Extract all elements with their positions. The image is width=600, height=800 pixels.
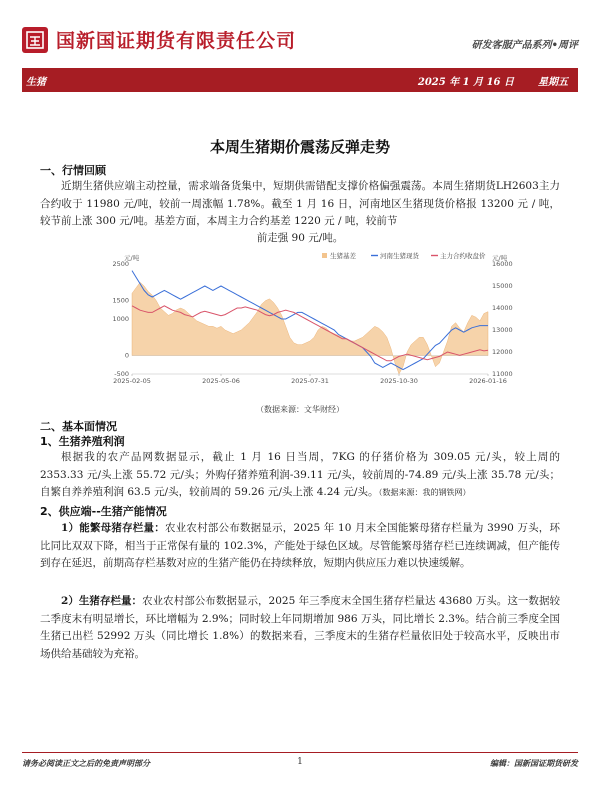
basis-price-chart <box>104 248 524 390</box>
x-tick-label: 2025-10-30 <box>380 377 418 385</box>
left-tick-label: 1500 <box>112 296 129 305</box>
x-tick-label: 2025-07-31 <box>291 377 329 385</box>
company-name: 国新国证期货有限责任公司 <box>56 30 297 52</box>
left-axis-unit: 元/吨 <box>124 254 140 262</box>
section-heading-market-review: 一、行情回顾 <box>40 164 106 177</box>
hog-inventory-text: 农业农村部公布数据显示，2025 年三季度末全国生猪存栏量达 43680 万头。这一数据较二季度末有明显增长，环比增幅为 2.9%；同时较上年同期增加 986 万头，同比增长 2.3%。结合前三季度全国生猪已出栏 52992 万头（同比增长 1.8%）的数据来看，三季度末的生猪存栏量依旧处于较高水平，反映出市场供给基础较为充裕。 <box>40 595 560 660</box>
x-tick-label: 2026-01-16 <box>469 377 507 385</box>
left-tick-label: 0 <box>124 351 129 360</box>
market-review-paragraph: 近期生猪供应端主动控量，需求端备货集中，短期供需错配支撑价格偏强震荡。本周生猪期货LH2603主力合约收于 11980 元/吨，较前一周涨幅 1.78%。截至 1 月 16 日，河南地区生猪现货价格报 13200 元 / 吨，较节前上涨 300 元/吨。基差方面，本周主力合约基差 1220 元 / 吨，较前节 <box>40 180 560 227</box>
footer-editor: 编辑：国新国证期货研发 <box>490 758 578 768</box>
legend-swatch <box>322 253 327 258</box>
legend-label: 主力合约收盘价 <box>440 252 486 260</box>
profit-paragraph-source: （数据来源：我的钢铁网） <box>378 488 471 497</box>
report-series: 研发客服产品系列•周评 <box>471 40 578 51</box>
report-title: 本周生猪期价震荡反弹走势 <box>209 138 390 156</box>
hog-inventory-lead: 2）生猪存栏量： <box>61 595 143 607</box>
chart-svg <box>104 248 524 390</box>
profit-paragraph <box>40 449 560 502</box>
left-tick-label: 1000 <box>112 315 129 323</box>
banner-weekday: 星期五 <box>538 77 568 88</box>
legend-label: 河南生猪现货 <box>380 252 419 260</box>
footer-disclaimer: 请务必阅读正文之后的免责声明部分 <box>22 758 150 768</box>
right-tick-label: 15000 <box>492 282 513 290</box>
left-tick-label: -500 <box>114 370 129 378</box>
profit-paragraph-text: 根据我的农产品网数据显示，截止 1 月 16 日当周，7KG 的仔猪价格为 309.05 元/头，较上周的 2353.33 元/头上涨 55.72 元/头；外购仔猪养殖利润-39.11 元/头，较前周的-74.89 元/头上涨 35.78 元/头；自繁自养养殖利润 63.5 元/头，较前周的 59.26 元/头上涨 4.24 元/头。 <box>40 451 560 498</box>
banner-date: 2025 年 1 月 16 日 <box>417 77 514 88</box>
right-tick-label: 14000 <box>492 304 513 312</box>
subsection-heading-capacity: 2、供应端--生猪产能情况 <box>40 505 167 518</box>
x-tick-label: 2025-02-05 <box>113 377 151 385</box>
right-tick-label: 16000 <box>492 260 513 268</box>
subsection-heading-profit: 1、生猪养殖利润 <box>40 435 125 448</box>
legend-label: 生猪基差 <box>330 252 356 260</box>
sow-inventory-text: 农业农村部公布数据显示，2025 年 10 月末全国能繁母猪存栏量为 3990 万头，环比同比双双下降，相当于正常保有量的 102.3%，产能处于绿色区域。尽管能繁母猪存栏已连续调减，但产能传到存在延迟，前期高存栏基数对应的生猪产能仍在持续释放，短期内供应压力难以快速缓解。 <box>40 522 560 569</box>
page-number: 1 <box>297 757 303 767</box>
right-tick-label: 12000 <box>492 348 513 356</box>
right-axis-unit: 元/吨 <box>492 254 508 262</box>
hog-inventory-paragraph <box>40 593 560 663</box>
footer-divider <box>22 752 578 753</box>
left-tick-label: 2500 <box>112 260 129 268</box>
chart-source-caption: （数据来源：文华财经） <box>256 405 344 414</box>
sow-inventory-lead: 1）能繁母猪存栏量： <box>61 522 165 534</box>
market-review-paragraph-end: 前走强 90 元/吨。 <box>256 232 344 244</box>
company-logo <box>22 26 296 53</box>
x-tick-label: 2025-05-06 <box>202 377 240 385</box>
logo-mark-icon <box>22 27 48 53</box>
sow-inventory-paragraph <box>40 520 560 573</box>
right-tick-label: 13000 <box>492 326 513 334</box>
section-heading-fundamentals: 二、基本面情况 <box>40 420 117 433</box>
banner-sector: 生猪 <box>26 77 46 88</box>
report-banner <box>22 68 578 92</box>
page-header <box>22 26 578 60</box>
right-tick-label: 11000 <box>492 370 513 378</box>
